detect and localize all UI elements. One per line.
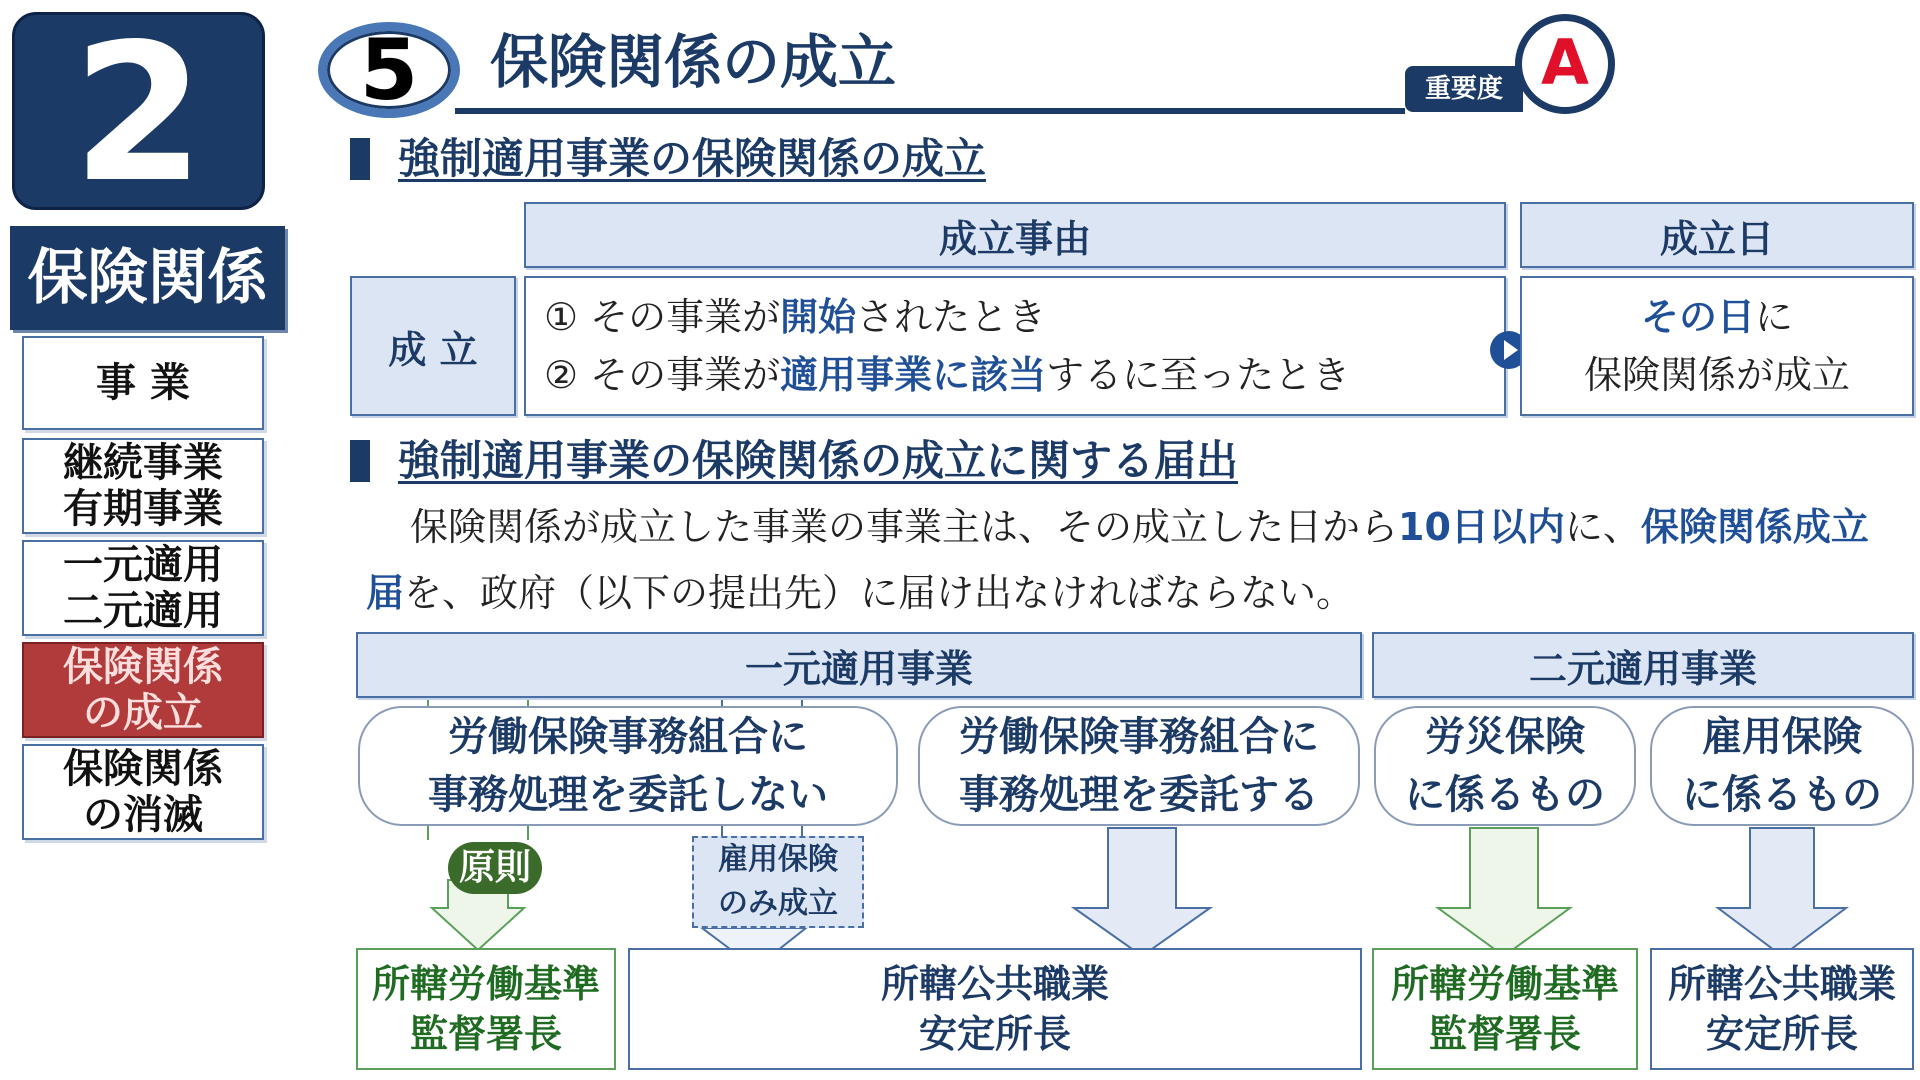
- column-header-reason: 成立事由: [524, 202, 1506, 268]
- chapter-number: 2: [12, 12, 265, 210]
- chapter-title: 保険関係: [10, 226, 285, 330]
- arrow-down-icon: [1718, 828, 1846, 956]
- sidebar-item-jigyo[interactable]: 事 業: [22, 336, 264, 430]
- importance-label: 重要度: [1405, 66, 1523, 112]
- reason-1: ① その事業が開始されたとき: [544, 295, 1047, 339]
- section1-heading-text: 強制適用事業の保険関係の成立: [398, 134, 987, 183]
- gensoku-badge: 原則: [448, 842, 542, 894]
- arrow-down-icon: [1438, 828, 1570, 956]
- box-koyo: 雇用保険 に係るもの: [1650, 706, 1914, 826]
- dest-rodo-kijun-2: 所轄労働基準 監督署長: [1372, 948, 1638, 1070]
- filing-paragraph: 保険関係が成立した事業の事業主は、その成立した日から10日以内に、保険関係成立届を、政府（以下の提出先）に届け出なければならない。: [366, 505, 1869, 615]
- reason-2: ② その事業が適用事業に該当するに至ったとき: [544, 353, 1351, 397]
- date-line-2: 保険関係が成立: [1583, 353, 1850, 397]
- section2-heading-text: 強制適用事業の保険関係の成立に関する届出: [398, 436, 1239, 485]
- row-label-seiritsu: 成 立: [350, 276, 516, 416]
- section-number-badge: 5: [318, 22, 460, 118]
- page-title: 保険関係の成立: [490, 28, 897, 96]
- koyo-only-note: 雇用保険 のみ成立: [692, 836, 864, 928]
- dest-shokugyo-antei-2: 所轄公共職業 安定所長: [1650, 948, 1914, 1070]
- nigen-header: 二元適用事業: [1372, 632, 1914, 698]
- ichigen-header: 一元適用事業: [356, 632, 1362, 698]
- box-consign: 労働保険事務組合に 事務処理を委託する: [918, 706, 1360, 826]
- date-line-1: その日に: [1640, 295, 1794, 339]
- dest-shokugyo-antei-1: 所轄公共職業 安定所長: [628, 948, 1362, 1070]
- importance-grade-badge: A: [1515, 14, 1615, 114]
- box-rosai: 労災保険 に係るもの: [1374, 706, 1636, 826]
- sidebar-item-keizoku-yuki[interactable]: 継続事業 有期事業: [22, 438, 264, 534]
- column-header-date: 成立日: [1520, 202, 1914, 268]
- box-no-consign: 労働保険事務組合に 事務処理を委託しない: [358, 706, 898, 826]
- sidebar-item-ichigen-nigen[interactable]: 一元適用 二元適用: [22, 540, 264, 636]
- sidebar-item-shometsu[interactable]: 保険関係 の消滅: [22, 744, 264, 840]
- arrow-down-icon: [1074, 828, 1210, 956]
- dest-rodo-kijun-1: 所轄労働基準 監督署長: [356, 948, 616, 1070]
- sidebar-item-seiritsu[interactable]: 保険関係 の成立: [22, 642, 264, 738]
